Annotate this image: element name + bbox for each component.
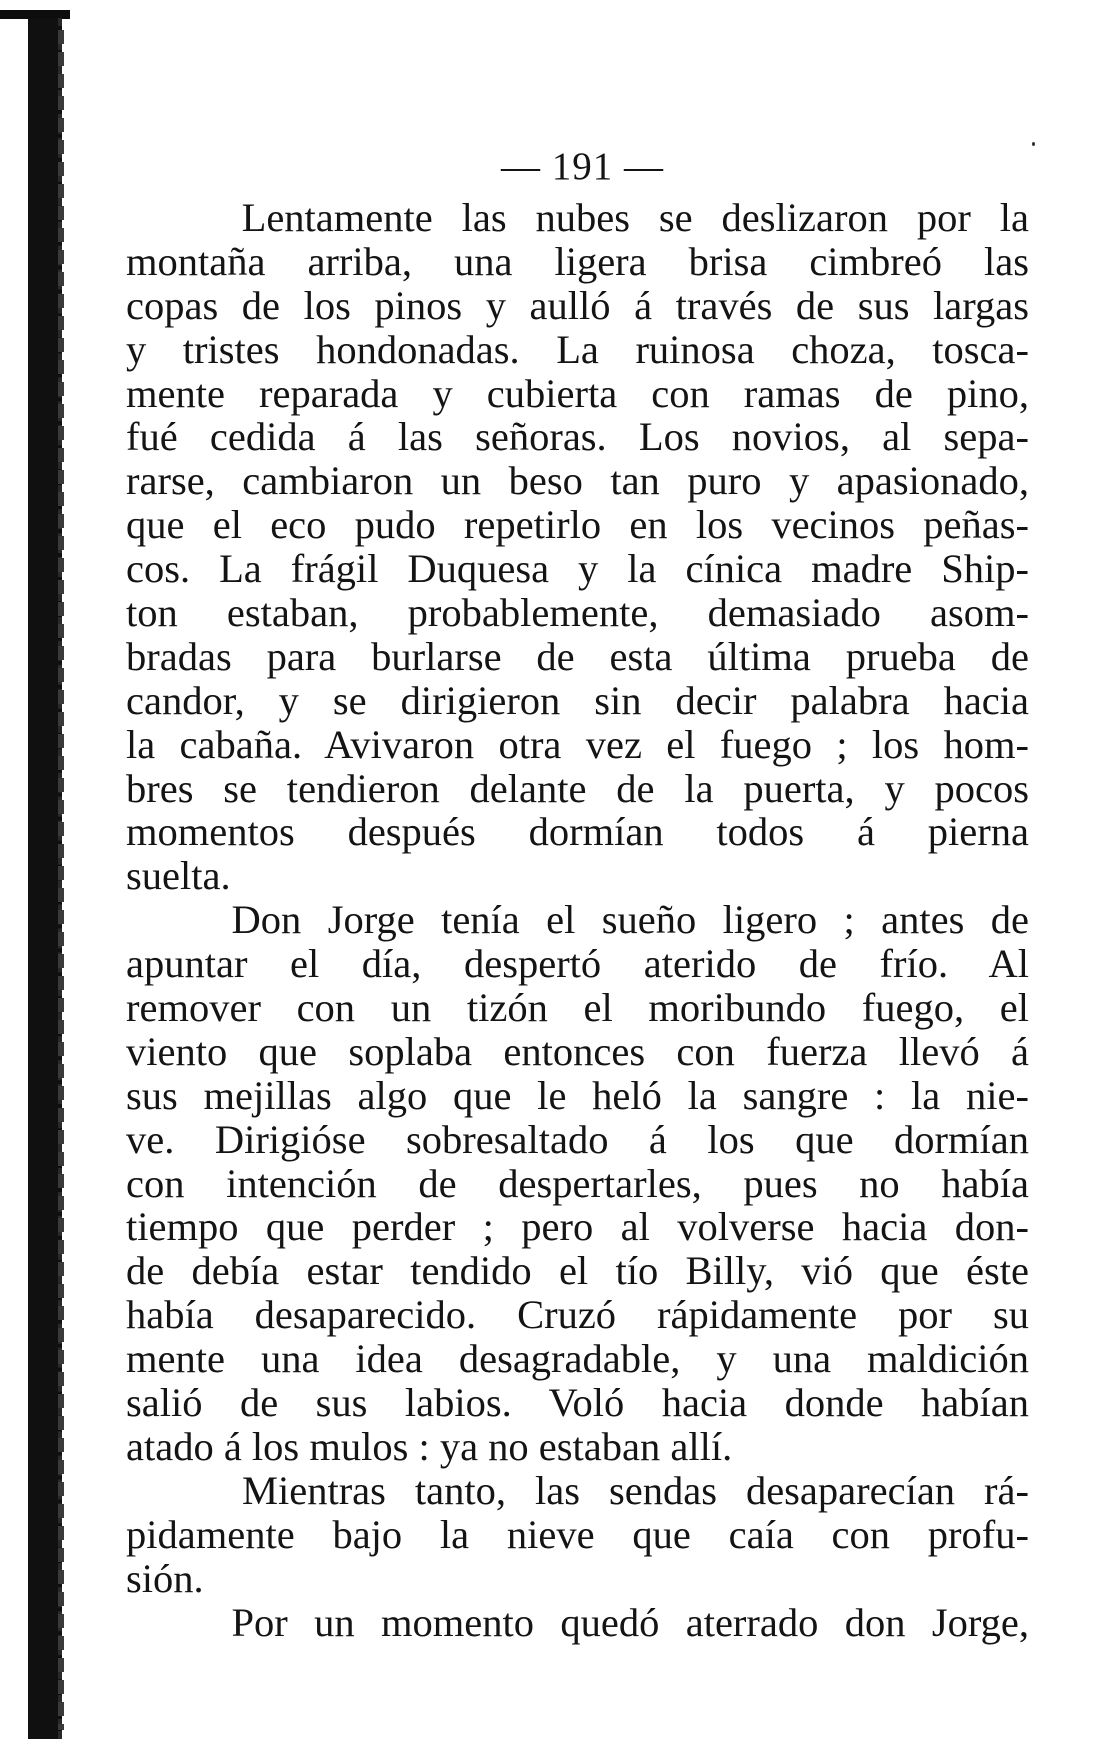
text-line: había desaparecido. Cruzó rápidamente por su (126, 1292, 1029, 1338)
text-line: mente reparada y cubierta con ramas de pino, (126, 370, 1029, 416)
binding-spine-shadow (28, 18, 62, 1739)
text-line: pidamente bajo la nieve que caía con profu- (126, 1511, 1029, 1557)
text-line: Lentamente las nubes se deslizaron por la (126, 195, 1029, 240)
text-line: apuntar el día, despertó aterido de frío. Al (126, 941, 1029, 987)
text-line: viento que soplaba entonces con fuerza llevó á (126, 1028, 1029, 1074)
text-line: de debía estar tendido el tío Billy, vió que éste (126, 1248, 1029, 1294)
text-line: bradas para burlarse de esta última prueba de (126, 633, 1029, 679)
text-line: bres se tendieron delante de la puerta, y pocos (126, 765, 1029, 811)
paragraph (126, 196, 1029, 898)
book-binding-edge (0, 0, 70, 1739)
text-line: mente una idea desagradable, y una maldición (126, 1336, 1029, 1382)
text-line: copas de los pinos y aulló á través de sus largas (126, 282, 1029, 328)
page-number: — 191 — (501, 145, 664, 188)
body-text (126, 196, 1029, 1644)
text-line: y tristes hondonadas. La ruinosa choza, tosca- (126, 326, 1029, 372)
text-line: montaña arriba, una ligera brisa cimbreó las (126, 238, 1029, 284)
text-line: remover con un tizón el moribundo fuego, el (126, 985, 1029, 1031)
text-line: Mientras tanto, las sendas desaparecían rá- (126, 1467, 1029, 1513)
text-line: con intención de despertarles, pues no había (126, 1160, 1029, 1206)
ink-speck (1032, 142, 1035, 146)
text-line: suelta. (126, 853, 231, 899)
text-line: Por un momento quedó aterrado don Jorge, (126, 1599, 1029, 1645)
text-line: la cabaña. Avivaron otra vez el fuego ; los hom- (126, 721, 1029, 767)
paragraph (126, 1469, 1029, 1601)
text-line: momentos después dormían todos á pierna (126, 809, 1029, 855)
text-line: tiempo que perder ; pero al volverse hacia don- (126, 1204, 1029, 1250)
text-line: sión. (126, 1555, 204, 1601)
binding-spine-texture (58, 30, 64, 1730)
text-line: que el eco pudo repetirlo en los vecinos peñas- (126, 502, 1029, 548)
text-line: candor, y se dirigieron sin decir palabra hacia (126, 677, 1029, 723)
text-line: cos. La frágil Duquesa y la cínica madre Ship- (126, 546, 1029, 592)
text-line: ve. Dirigióse sobresaltado á los que dormían (126, 1116, 1029, 1162)
text-line: sus mejillas algo que le heló la sangre : la nie- (126, 1072, 1029, 1118)
text-line: rarse, cambiaron un beso tan puro y apasionado, (126, 458, 1029, 504)
text-line: fué cedida á las señoras. Los novios, al sepa- (126, 414, 1029, 460)
text-line: atado á los mulos : ya no estaban allí. (126, 1423, 733, 1469)
paragraph (126, 898, 1029, 1469)
paragraph (126, 1601, 1029, 1645)
text-line: Don Jorge tenía el sueño ligero ; antes de (126, 897, 1029, 943)
text-line: salió de sus labios. Voló hacia donde habían (126, 1380, 1029, 1426)
text-line: ton estaban, probablemente, demasiado asom- (126, 590, 1029, 636)
